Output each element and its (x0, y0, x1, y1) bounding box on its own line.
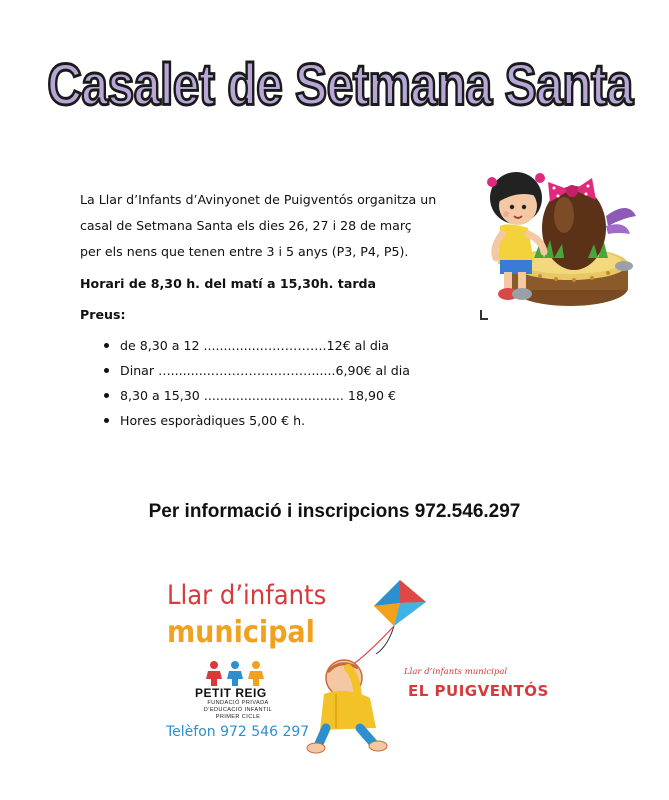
page-title: Casalet de Setmana Santa (47, 53, 633, 118)
price-list (104, 333, 410, 433)
logo-phone: Telèfon 972 546 297 (166, 724, 310, 740)
info-line: Per informació i inscripcions 972.546.297 (148, 501, 521, 522)
intro-line: La Llar d’Infants d’Avinyonet de Puigventós organitza un (80, 192, 437, 207)
price-item: Hores esporàdiques 5,00 € h. (104, 408, 410, 433)
intro-paragraph (80, 187, 455, 265)
logo-title-line1: Llar d’infants (167, 580, 327, 611)
price-item: Dinar …..........……………………......6,90€ al dia (104, 358, 410, 383)
fundacio-line: FUNDACIÓ PRIVADA (207, 700, 269, 706)
fundacio-line: PRIMER CICLE (215, 714, 261, 720)
price-item: de 8,30 a 12 ..............…………….12€ al dia (104, 333, 410, 358)
fundacio-line: D’EDUCACIÓ INFANTIL (203, 707, 273, 713)
petit-reig-label: PETIT REIG (195, 686, 267, 700)
prices-label: Preus: (80, 307, 126, 322)
schedule-text: Horari de 8,30 h. del matí a 15,30h. tarda (80, 276, 377, 291)
intro-line: casal de Setmana Santa els dies 26, 27 i 28 de març (80, 218, 412, 233)
price-item: 8,30 a 15,30 ................................... 18,90 € (104, 383, 410, 408)
kite-label-small: Llar d’infants municipal (404, 667, 508, 677)
logo-title-line2: municipal (167, 615, 315, 650)
kite-label-big: EL PUIGVENTÓS (408, 682, 549, 700)
intro-line: per els nens que tenen entre 3 i 5 anys (P3, P4, P5). (80, 244, 409, 259)
easter-girl-illustration (478, 160, 638, 325)
fundacio-text (183, 700, 293, 721)
kite-boy-illustration (296, 576, 506, 756)
children-icon (204, 660, 266, 686)
